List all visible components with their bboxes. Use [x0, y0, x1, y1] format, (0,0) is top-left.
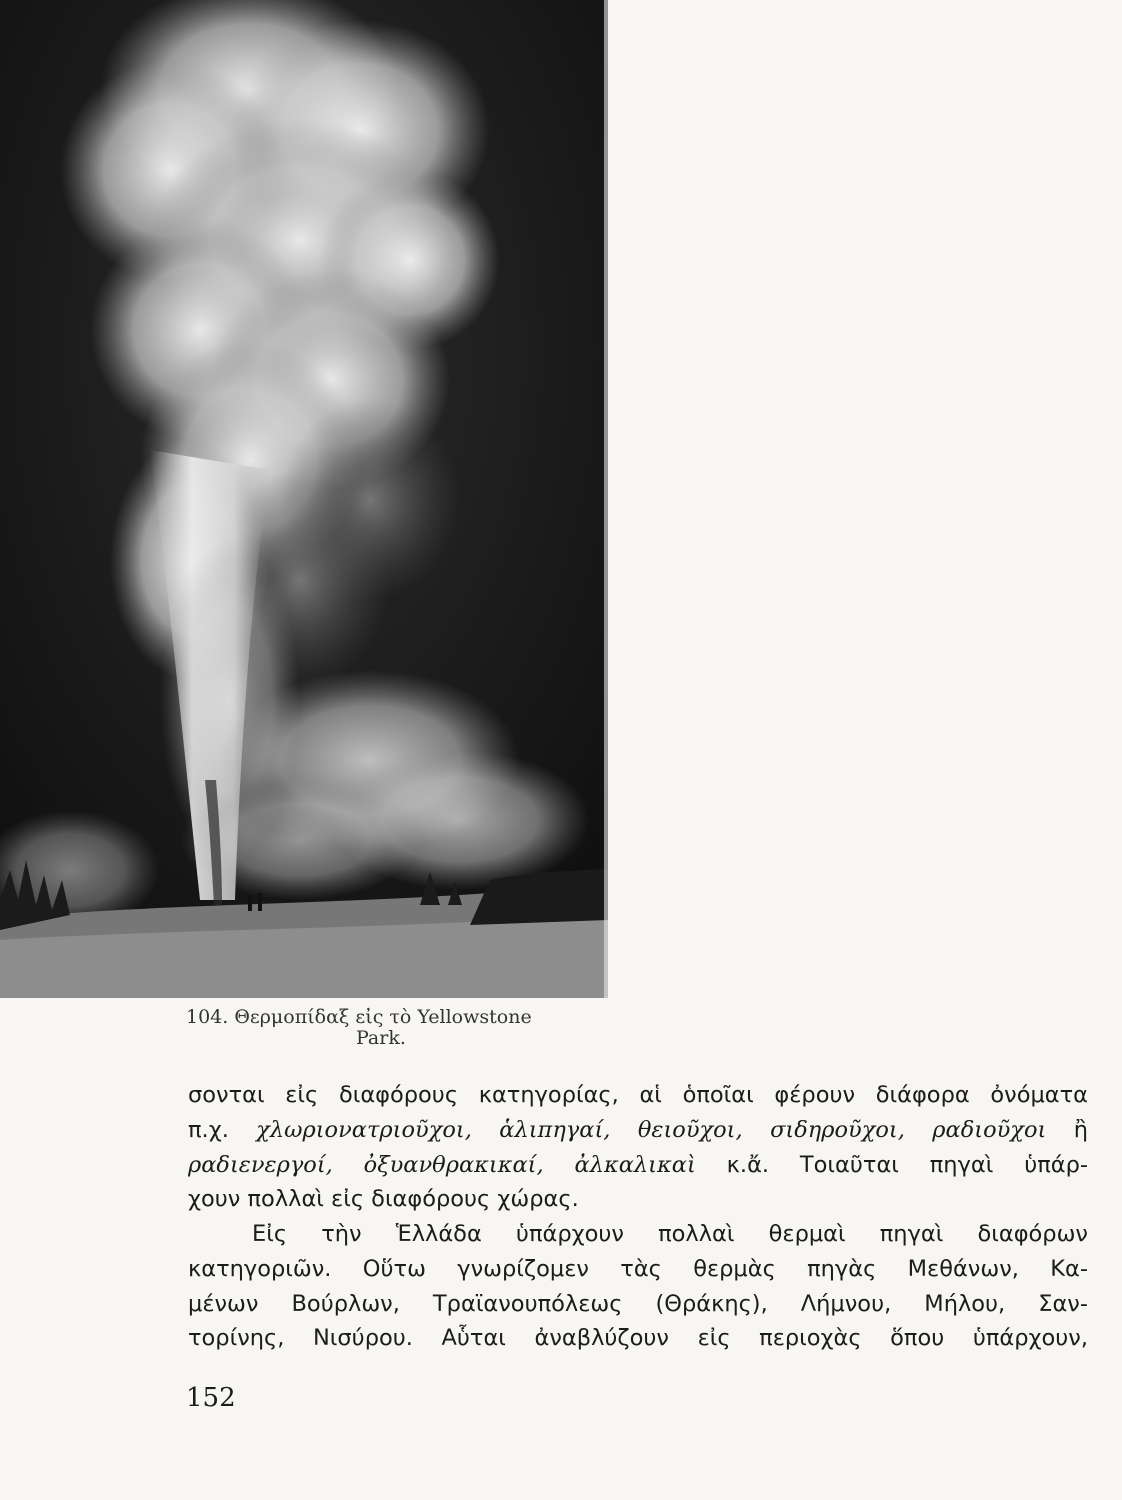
text-run: Εἰς τὴν Ἑλλάδα ὑπάρχουν πολλαὶ θερμαὶ πηγαὶ διαφόρων [252, 1221, 1088, 1247]
text-line [188, 1217, 1088, 1252]
text-line [188, 1321, 1088, 1356]
italic-term: χλωριονατριοῦχοι, ἁλιπηγαί, θειοῦχοι, σιδηροῦχοι, ραδιοῦχοι [256, 1116, 1047, 1143]
text-run: σονται εἰς διαφόρους κατηγορίας, αἱ ὁποῖαι φέρουν διάφορα ὀνόματα [188, 1082, 1088, 1108]
page-number: 152 [186, 1383, 236, 1413]
text-run: χουν πολλαὶ εἰς διαφόρους χώρας. [188, 1186, 579, 1213]
text-line [188, 1287, 1088, 1322]
geyser-photo [0, 0, 608, 998]
text-line [188, 1148, 1088, 1183]
text-line [188, 1113, 1088, 1148]
caption-line: Park. [356, 1027, 406, 1049]
text-line [188, 1182, 1088, 1217]
caption-line: 104. Θερμοπίδαξ εἰς τὸ Yellowstone [186, 1006, 532, 1028]
figure-caption [186, 1007, 616, 1049]
italic-term: ραδιενεργοί, ὀξυανθρακικαί, ἀλκαλικαὶ [188, 1151, 696, 1178]
text-run: ἢ [1046, 1116, 1088, 1143]
text-run: κατηγοριῶν. Οὕτω γνωρίζομεν τὰς θερμὰς πηγὰς Μεθάνων, Κα- [188, 1255, 1088, 1282]
text-full-width [188, 1078, 1088, 1356]
text-line [188, 1252, 1088, 1287]
text-run: κ.ἄ. Τοιαῦται πηγαὶ ὑπάρ- [695, 1151, 1088, 1178]
text-run: μένων Βούρλων, Τραϊανουπόλεως (Θράκης), Λήμνου, Μήλου, Σαν- [188, 1290, 1088, 1317]
text-line [188, 1078, 1088, 1113]
text-run: π.χ. [188, 1116, 257, 1143]
text-run: τορίνης, Νισύρου. Αὗται ἀναβλύζουν εἰς περιοχὰς ὅπου ὑπάρχουν, [188, 1325, 1088, 1352]
